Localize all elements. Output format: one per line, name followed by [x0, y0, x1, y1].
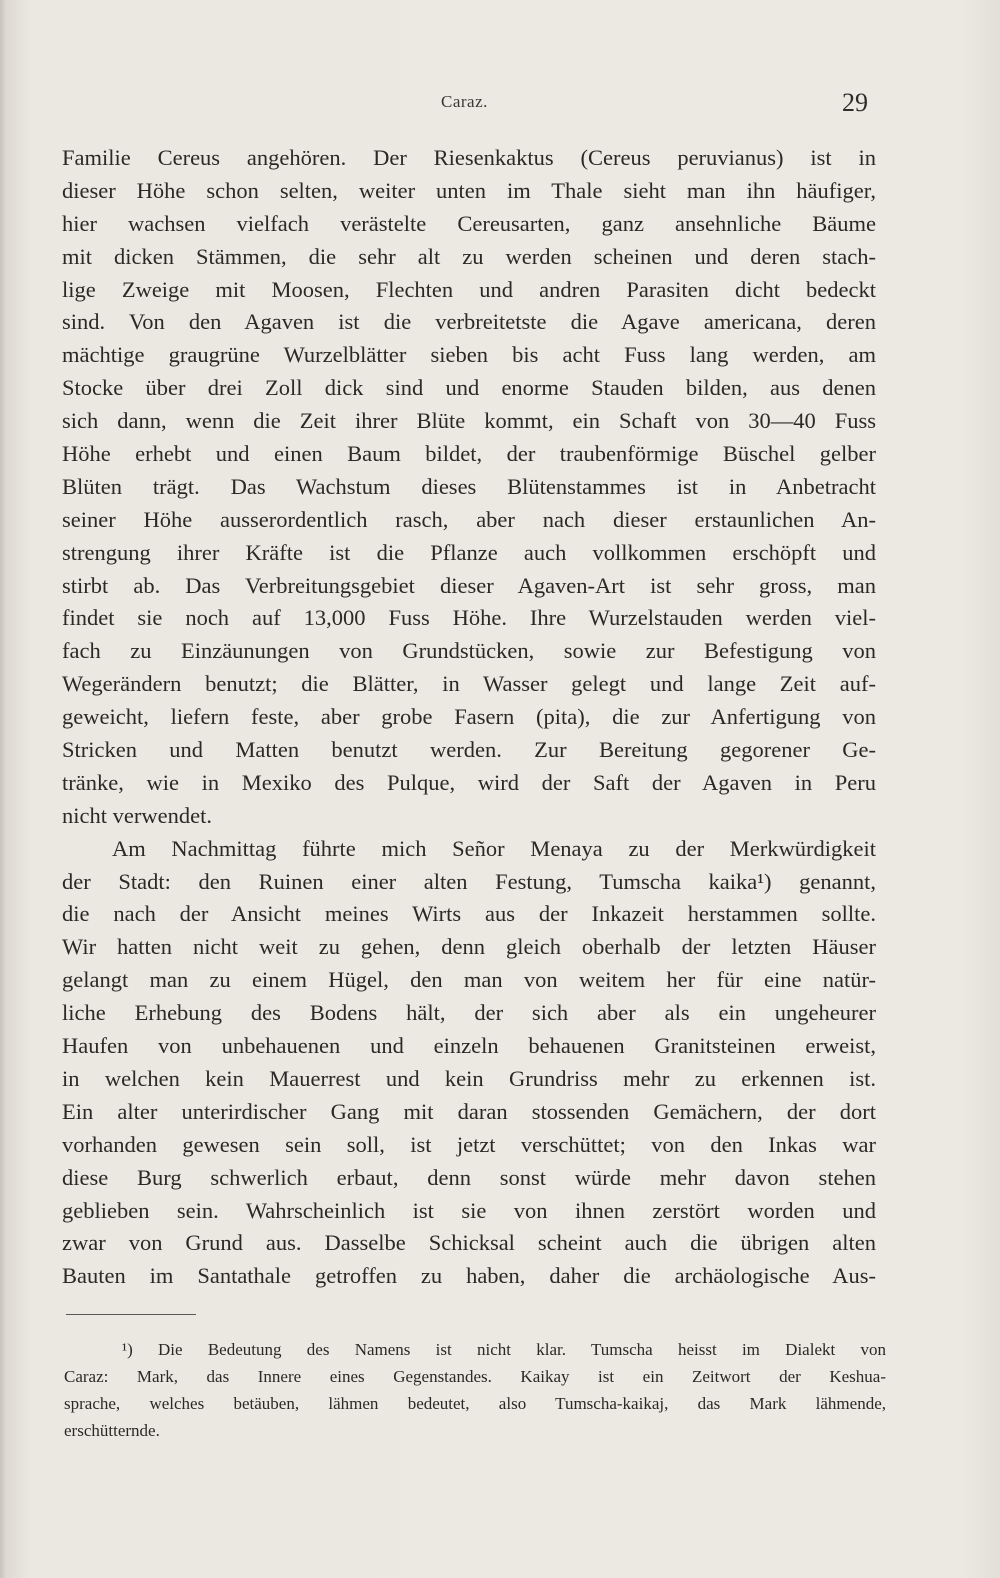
- text-line: sich dann, wenn die Zeit ihrer Blüte kommt, ein Schaft von 30—40 Fuss: [62, 408, 876, 434]
- running-head: Caraz.: [441, 92, 488, 111]
- text-line: hier wachsen vielfach verästelte Cereusarten, ganz ansehnliche Bäume: [62, 210, 876, 236]
- text-line: fach zu Einzäunungen von Grundstücken, sowie zur Befestigung von: [62, 638, 876, 664]
- text-line: der Stadt: den Ruinen einer alten Festung, Tumscha kaika¹) genannt,: [62, 868, 876, 894]
- text-line: mit dicken Stämmen, die sehr alt zu werden scheinen und deren stach-: [62, 243, 876, 269]
- text-line: mächtige graugrüne Wurzelblätter sieben bis acht Fuss lang werden, am: [62, 342, 876, 368]
- text-line: Ein alter unterirdischer Gang mit daran stossenden Gemächern, der dort: [62, 1098, 876, 1124]
- paragraph-first-line: Am Nachmittag führte mich Señor Menaya zu der Merkwürdigkeit: [112, 835, 876, 861]
- footnote-line: ¹) Die Bedeutung des Namens ist nicht klar. Tumscha heisst im Dialekt von: [122, 1340, 886, 1359]
- footnote-line: sprache, welches betäuben, lähmen bedeutet, also Tumscha-kaikaj, das Mark lähmende,: [64, 1394, 886, 1413]
- footnotes: [64, 1336, 886, 1444]
- text-line: Höhe erhebt und einen Baum bildet, der traubenförmige Büschel gelber: [62, 441, 876, 467]
- text-line: dieser Höhe schon selten, weiter unten im Thale sieht man ihn häufiger,: [62, 177, 876, 203]
- page-number: 29: [842, 88, 868, 117]
- text-line: in welchen kein Mauerrest und kein Grundriss mehr zu erkennen ist.: [62, 1065, 876, 1091]
- text-line: gelangt man zu einem Hügel, den man von weitem her für eine natür-: [62, 967, 876, 993]
- text-line: Wegerändern benutzt; die Blätter, in Wasser gelegt und lange Zeit auf-: [62, 671, 876, 697]
- text-line: lige Zweige mit Moosen, Flechten und andren Parasiten dicht bedeckt: [62, 276, 876, 302]
- footnote-line: Caraz: Mark, das Innere eines Gegenstandes. Kaikay ist ein Zeitwort der Keshua-: [64, 1367, 886, 1386]
- text-line: Bauten im Santathale getroffen zu haben, daher die archäologische Aus-: [62, 1263, 876, 1289]
- page-edge-shadow: [0, 0, 6, 1578]
- text-line: seiner Höhe ausserordentlich rasch, aber nach dieser erstaunlichen An-: [62, 506, 876, 532]
- text-line: geblieben sein. Wahrscheinlich ist sie von ihnen zerstört worden und: [62, 1197, 876, 1223]
- text-line: diese Burg schwerlich erbaut, denn sonst würde mehr davon stehen: [62, 1164, 876, 1190]
- text-line: Stricken und Matten benutzt werden. Zur Bereitung gegorener Ge-: [62, 737, 876, 763]
- text-line: die nach der Ansicht meines Wirts aus der Inkazeit herstammen sollte.: [62, 901, 876, 927]
- text-line: nicht verwendet.: [62, 802, 212, 828]
- text-line: Familie Cereus angehören. Der Riesenkaktus (Cereus peruvianus) ist in: [62, 145, 876, 170]
- text-line: liche Erhebung des Bodens hält, der sich aber als ein ungeheurer: [62, 1000, 876, 1026]
- text-line: geweicht, liefern feste, aber grobe Fasern (pita), die zur Anfertigung von: [62, 704, 876, 730]
- text-line: Stocke über drei Zoll dick sind und enorme Stauden bilden, aus denen: [62, 375, 876, 401]
- page-header: [0, 88, 1000, 128]
- text-line: strengung ihrer Kräfte ist die Pflanze auch vollkommen erschöpft und: [62, 539, 876, 565]
- text-line: vorhanden gewesen sein soll, ist jetzt verschüttet; von den Inkas war: [62, 1131, 876, 1157]
- text-line: sind. Von den Agaven ist die verbreitetste die Agave americana, deren: [62, 309, 876, 335]
- text-line: stirbt ab. Das Verbreitungsgebiet dieser Agaven-Art ist sehr gross, man: [62, 572, 876, 598]
- text-line: findet sie noch auf 13,000 Fuss Höhe. Ihre Wurzelstauden werden viel-: [62, 605, 876, 631]
- text-line: zwar von Grund aus. Dasselbe Schicksal scheint auch die übrigen alten: [62, 1230, 876, 1256]
- footnote-divider: [66, 1314, 196, 1315]
- text-line: tränke, wie in Mexiko des Pulque, wird der Saft der Agaven in Peru: [62, 769, 876, 795]
- body-text: [62, 142, 876, 1293]
- footnote-line: erschütternde.: [64, 1421, 160, 1440]
- text-line: Wir hatten nicht weit zu gehen, denn gleich oberhalb der letzten Häuser: [62, 934, 876, 960]
- text-line: Haufen von unbehauenen und einzeln behauenen Granitsteinen erweist,: [62, 1033, 876, 1059]
- text-line: Blüten trägt. Das Wachstum dieses Blütenstammes ist in Anbetracht: [62, 473, 876, 499]
